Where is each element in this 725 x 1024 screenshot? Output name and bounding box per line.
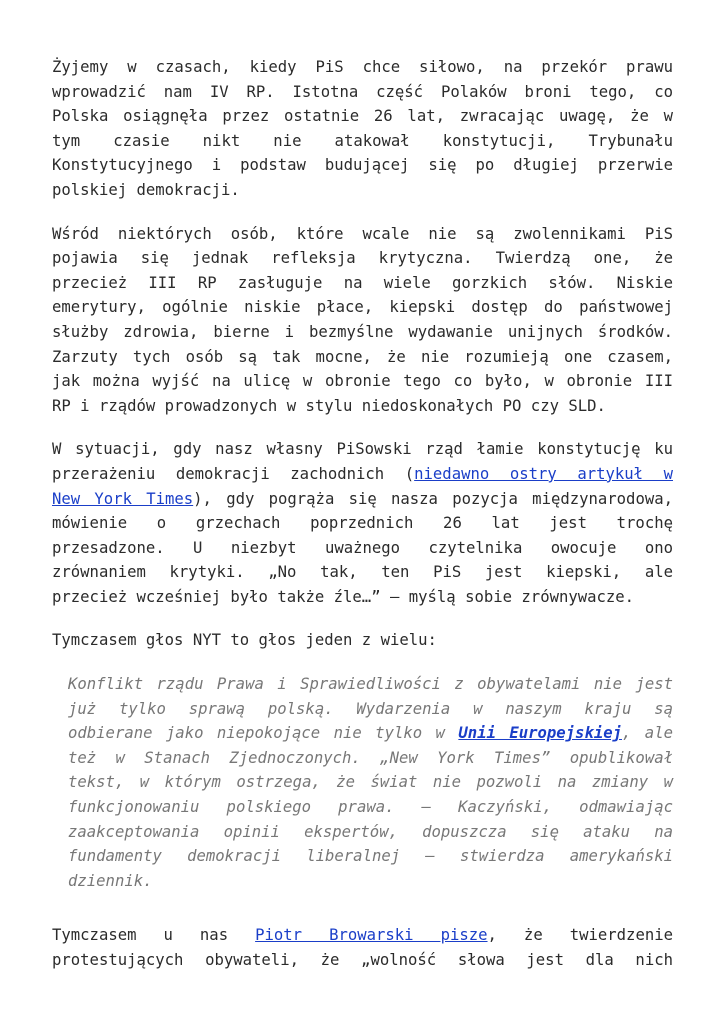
text-line: służby zdrowia, bierne i bezmyślne wydawanie unijnych środków.: [52, 322, 673, 341]
paragraph-1: [52, 55, 673, 203]
quote-line: już tylko sprawą polską. Wydarzenia w naszym kraju są: [68, 699, 673, 718]
nyt-article-link[interactable]: niedawno ostry artykuł w: [414, 464, 673, 483]
text-segment: Tymczasem u nas: [52, 926, 256, 945]
paragraph-2: [52, 222, 673, 419]
quote-line: tekst, w którym ostrzega, że świat nie pozwoli na zmiany w: [68, 773, 673, 792]
text-line: mówienie o grzechach poprzednich 26 lat jest trochę: [52, 514, 673, 533]
text-line: jak można wyjść na ulicę w obronie tego co było, w obronie III: [52, 372, 673, 391]
text-segment: odbierane jako niepokojące nie tylko w: [68, 724, 459, 743]
text-line: emerytury, ogólnie niskie płace, kiepski dostęp do państwowej: [52, 298, 673, 317]
text-line: [52, 487, 673, 512]
text-line: przecież III RP zasługuje na wiele gorzkich słów. Niskie: [52, 273, 673, 292]
text-line: [52, 462, 673, 487]
text-segment: , że twierdzenie: [487, 926, 674, 945]
quote-line: też w Stanach Zjednoczonych. „New York Times” opublikował: [68, 748, 673, 767]
quote-line: funkcjonowaniu polskiego prawa. – Kaczyński, odmawiając: [68, 798, 673, 817]
quote-line: dziennik.: [68, 871, 153, 890]
text-line: Wśród niektórych osób, które wcale nie są zwolennikami PiS: [52, 224, 673, 243]
text-line: wprowadzić nam IV RP. Istotna część Polaków broni tego, co: [52, 82, 673, 101]
quote-line: Konflikt rządu Prawa i Sprawiedliwości z obywatelami nie jest: [68, 675, 673, 694]
article-body: [52, 55, 673, 992]
text-segment: , ale: [622, 724, 673, 743]
text-segment: ), gdy pogrąża się nasza pozycja międzynarodowa,: [193, 489, 673, 508]
text-line: [52, 923, 673, 948]
text-line: zrównaniem krytyki. „No tak, ten PiS jest kiepski, ale: [52, 563, 673, 582]
paragraph-5: [52, 923, 673, 972]
text-line: Tymczasem głos NYT to głos jeden z wielu:: [52, 631, 437, 650]
text-line: Zarzuty tych osób są tak mocne, że nie rozumieją one czasem,: [52, 347, 673, 366]
text-line: W sytuacji, gdy nasz własny PiSowski rząd łamie konstytucję ku: [52, 440, 673, 459]
nyt-article-link-continued[interactable]: New York Times: [52, 489, 194, 508]
paragraph-4: [52, 628, 673, 653]
text-line: RP i rządów prowadzonych w stylu niedoskonałych PO czy SLD.: [52, 396, 606, 415]
text-line: Żyjemy w czasach, kiedy PiS chce siłowo, na przekór prawu: [52, 58, 673, 76]
text-line: polskiej demokracji.: [52, 180, 240, 199]
text-line: protestujących obywateli, że „wolność słowa jest dla nich: [52, 951, 673, 969]
text-line: pojawia się jednak refleksja krytyczna. Twierdzą one, że: [52, 249, 673, 268]
text-line: przecież wcześniej było także źle…” – myślą sobie zrównywacze.: [52, 587, 635, 606]
text-line: przesadzone. U niezbyt uważnego czytelnika owocuje ono: [52, 538, 673, 557]
text-segment: przerażeniu demokracji zachodnich (: [52, 464, 415, 483]
blockquote: [52, 672, 673, 893]
text-line: Polska osiągnęła przez ostatnie 26 lat, zwracając uwagę, że w: [52, 107, 673, 126]
quote-line: [68, 721, 673, 746]
piotr-browarski-link[interactable]: Piotr Browarski pisze: [255, 926, 488, 945]
eu-link[interactable]: Unii Europejskiej: [458, 724, 622, 743]
quote-line: zaakceptowania opinii ekspertów, dopuszcza się ataku na: [68, 822, 673, 841]
text-line: tym czasie nikt nie atakował konstytucji, Trybunału: [52, 131, 673, 150]
quote-line: fundamenty demokracji liberalnej – stwierdza amerykański: [68, 847, 673, 866]
text-line: Konstytucyjnego i podstaw budującej się po długiej przerwie: [52, 156, 673, 175]
paragraph-3: [52, 437, 673, 609]
